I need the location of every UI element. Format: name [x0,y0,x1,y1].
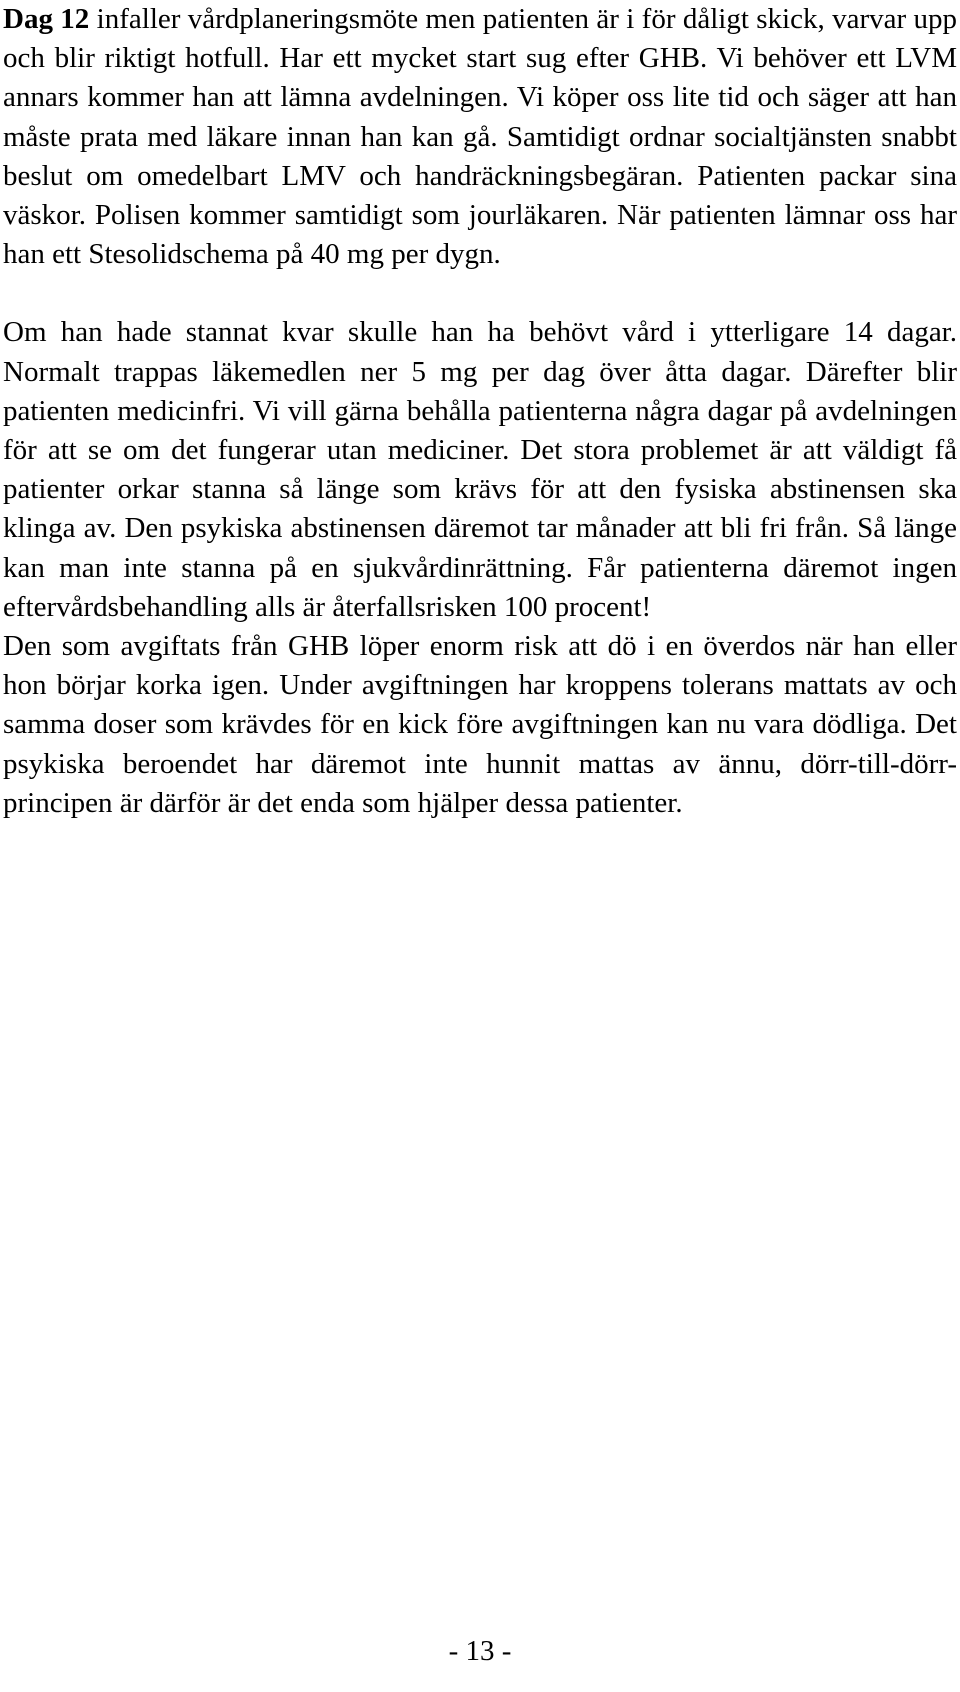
document-body [3,0,957,823]
paragraph-overdose-risk [3,627,957,823]
paragraph-text: Om han hade stannat kvar skulle han ha behövt vård i ytterligare 14 dagar. Normalt trappas läkemedlen ner 5 mg per dag över åtta dagar. Därefter blir patienten medicinfri. Vi vill gärna behålla patienterna några dagar på avdelningen för att se om det fungerar utan mediciner. Det stora problemet är att väldigt få patienter orkar stanna så länge som krävs för att den fysiska abstinensen ska klinga av. Den psykiska abstinensen däremot tar månader att bli fri från. Så länge kan man inte stanna på en sjukvårdinrättning. Får patienterna däremot ingen eftervårdsbehandling alls är återfallsrisken 100 procent! [3,316,957,623]
paragraph-text: Den som avgiftats från GHB löper enorm risk att dö i en överdos när han eller hon börjar korka igen. Under avgiftningen har kroppens tolerans mattats av och samma doser som krävdes för en kick före avgiftningen kan nu vara dödliga. Det psykiska beroendet har däremot inte hunnit mattas av ännu, dörr-till-dörr-principen är därför är det enda som hjälper dessa patienter. [3,630,957,819]
paragraph-day-12 [3,0,957,274]
page-number: - 13 - [448,1635,512,1667]
day-heading: Dag 12 [3,3,90,35]
paragraph-treatment [3,313,957,627]
paragraph-text: infaller vårdplaneringsmöte men patienten är i för dåligt skick, varvar upp och blir riktigt hotfull. Har ett mycket start sug efter GHB. Vi behöver ett LVM annars kommer han att lämna avdelningen. Vi köper oss lite tid och säger att han måste prata med läkare innan han kan gå. Samtidigt ordnar socialtjänsten snabbt beslut om omedelbart LMV och handräckningsbegäran. Patienten packar sina väskor. Polisen kommer samtidigt som jourläkaren. När patienten lämnar oss har han ett Stesolidschema på 40 mg per dygn. [3,3,957,271]
